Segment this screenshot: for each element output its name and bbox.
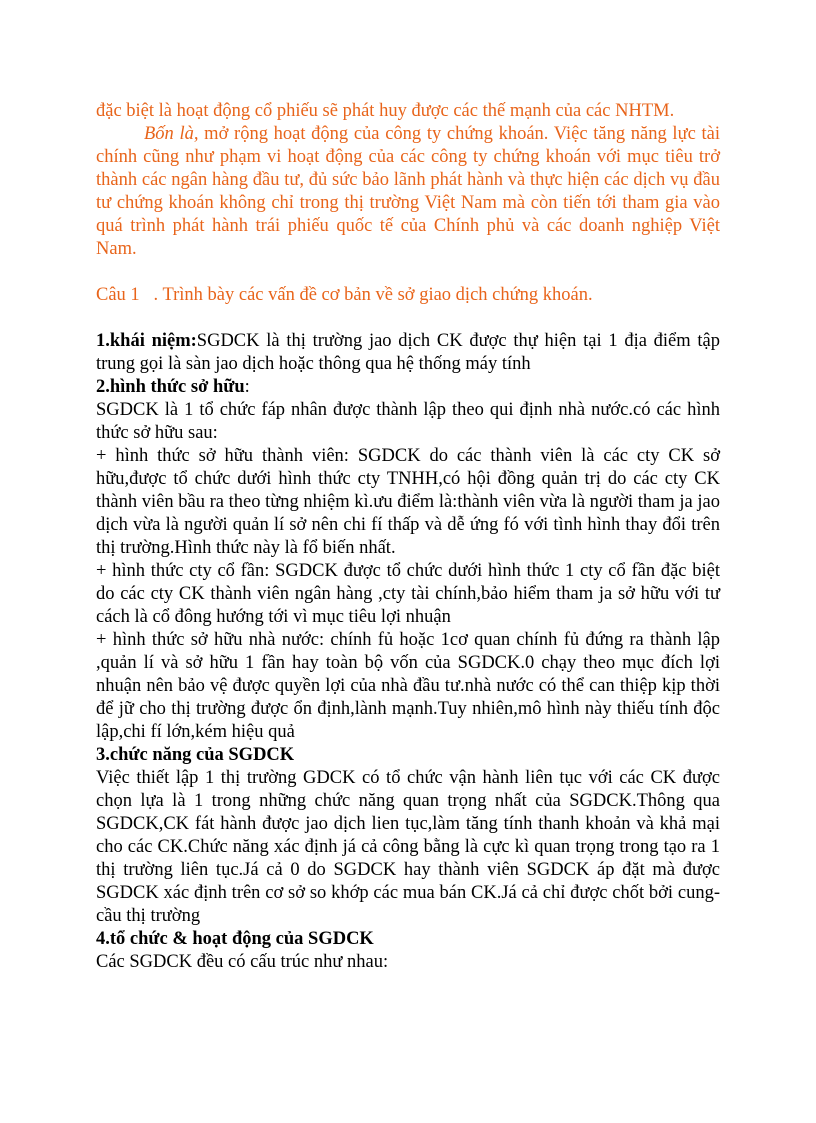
question-heading: Câu 1 . Trình bày các vấn đề cơ bản về sở giao dịch chứng khoán. (96, 285, 593, 305)
section-2-member-ownership: + hình thức sở hữu thành viên: SGDCK do các thành viên là các cty CK sở hữu,được tổ chức dưới hình thức cty TNHH,có hội đồng quản trị do các cty CK thành viên bầu ra theo từng nhiệm kì.ưu điểm là:thành viên vừa là người tham ja jao dịch vừa là người quản lí sở nên chi fí thấp và dễ ứng fó với tình hình thay đổi trên thị trường.Hình thức này là fổ biến nhất. (96, 446, 720, 558)
section-2-colon: : (244, 377, 250, 397)
section-2-joint-stock: + hình thức cty cổ fần: SGDCK được tổ chức dưới hình thức 1 cty cổ fần đặc biệt do các cty CK thành viên ngân hàng ,cty tài chính,bảo hiểm tham ja sở hữu với tư cách là cổ đông hướng tới vì mục tiêu lợi nhuận (96, 561, 720, 627)
section-1-title: 1.khái niệm: (96, 331, 197, 351)
section-3-title: 3.chức năng của SGDCK (96, 745, 295, 765)
section-1-text: SGDCK là thị trường jao dịch CK được thự hiện tại 1 địa điểm tập trung gọi là sàn jao dịch hoặc thông qua hệ thống máy tính (96, 331, 720, 374)
section-4-text: Các SGDCK đều có cấu trúc như nhau: (96, 952, 389, 972)
section-2-heading (96, 376, 720, 399)
section-2-title: 2.hình thức sở hữu (96, 377, 245, 397)
point-four-paragraph (96, 123, 720, 261)
section-2-intro: SGDCK là 1 tổ chức fáp nhân được thành lập theo qui định nhà nước.có các hình thức sở hữu sau: (96, 400, 720, 443)
section-3-text: Việc thiết lập 1 thị trường GDCK có tổ chức vận hành liên tục với các CK được chọn lựa là 1 trong những chức năng quan trọng nhất của SGDCK.Thông qua SGDCK,CK fát hành được jao dịch lien tục,làm tăng tính thanh khoản và khả mại cho các CK.Chức năng xác định já cả công bằng là cực kì quan trọng trong tạo ra 1 thị trường liên tục.Já cả 0 do SGDCK hay thành viên SGDCK áp đặt mà được SGDCK xác định trên cơ sở so khớp các mua bán CK.Já cả chỉ được chốt bởi cung-cầu thị trường (96, 768, 720, 926)
section-4-title: 4.tổ chức & hoạt động của SGDCK (96, 929, 374, 949)
intro-line: đặc biệt là hoạt động cổ phiếu sẽ phát huy được các thế mạnh của các NHTM. (96, 101, 675, 121)
document-page (96, 100, 720, 974)
point-four-text: mở rộng hoạt động của công ty chứng khoán. Việc tăng năng lực tài chính cũng như phạm vi hoạt động của các công ty chứng khoán với mục tiêu trở thành các ngân hàng đầu tư, đủ sức bảo lãnh phát hành và thực hiện các dịch vụ đầu tư chứng khoán không chỉ trong thị trường Việt Nam mà còn tiến tới tham gia vào quá trình phát hành trái phiếu quốc tế của Chính phủ và các doanh nghiệp Việt Nam. (96, 124, 720, 259)
section-2-state-ownership: + hình thức sở hữu nhà nước: chính fủ hoặc 1cơ quan chính fủ đứng ra thành lập ,quản lí và sở hữu 1 fần hay toàn bộ vốn của SGDCK.0 chạy theo mục đích lợi nhuận nên bảo vệ được quyền lợi của nhà đầu tư.nhà nước có thể can thiệp kịp thời để jữ cho thị trường được ổn định,lành mạnh.Tuy nhiên,mô hình này thiếu tính độc lập,chi fí lớn,kém hiệu quả (96, 630, 720, 742)
point-four-label: Bốn là, (144, 124, 199, 144)
section-1-paragraph (96, 330, 720, 376)
